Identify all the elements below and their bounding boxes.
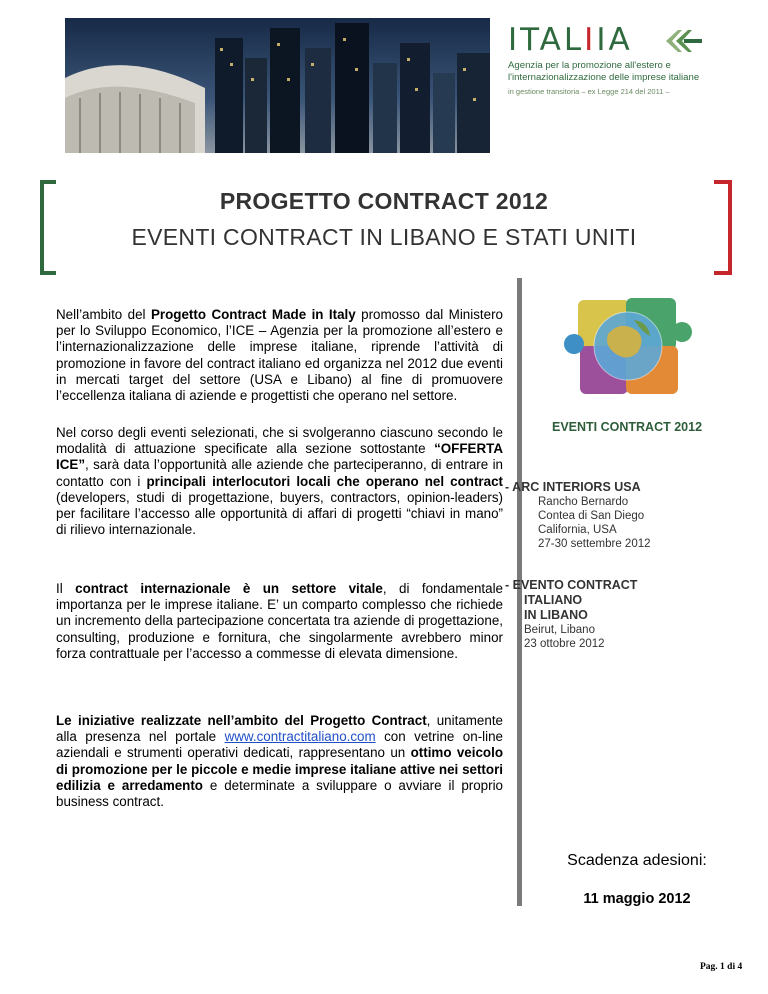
- deadline-date: 11 maggio 2012: [583, 891, 691, 907]
- paragraph-intro: Nell’ambito del Progetto Contract Made in Italy promosso dal Ministero per lo Sviluppo Economico, l’ICE – Agenzia per la promozione all’estero e l’internazionalizzazione delle imprese italiane, riprende l’attività di promozione in favore del contract italiano ed organizza nel 2012 due eventi in mercati target del settore (USA e Libano) al fine di promuovere l’eccellenza italiana di aziende e progettisti che operano nel settore.: [56, 307, 503, 404]
- event2-date: 23 ottobre 2012: [524, 638, 605, 650]
- page-subtitle: EVENTI CONTRACT IN LIBANO E STATI UNITI: [131, 224, 637, 250]
- header-city-photo: [65, 18, 490, 153]
- deadline-label: Scadenza adesioni:: [567, 852, 707, 869]
- page-number: Pag. 1 di 4: [700, 962, 743, 972]
- event1-detail: Contea di San Diego: [538, 510, 645, 522]
- event1-detail: Rancho Bernardo: [538, 496, 629, 508]
- logo-subtitle-line2: l'internazionalizzazione delle imprese italiane: [508, 72, 700, 83]
- events-heading: EVENTI CONTRACT 2012: [551, 420, 703, 434]
- event2-title: ITALIANO: [524, 593, 583, 607]
- page-title: PROGETTO CONTRACT 2012: [219, 188, 549, 214]
- paragraph-events: Nel corso degli eventi selezionati, che si svolgeranno ciascuno secondo le modalità di attuazione specificate alla sezione sottostante “OFFERTA ICE”, sarà data l’opportunità alle aziende che parteciperanno, di entrare in contatto con i principali interlocutori locali che operano nel contract (developers, studi di progettazione, buyers, contractors, opinion-leaders) per facilitare l’accesso alle opportunità di affari di progetti “chiavi in mano” di rilievo internazionale.: [56, 425, 504, 538]
- logo-arrow-icon: [664, 28, 704, 54]
- logo-wordmark: ITALIIA: [508, 22, 633, 58]
- logo-subtitle-line3: in gestione transitoria – ex Legge 214 del 2011 –: [508, 87, 670, 96]
- portal-link[interactable]: www.contractitaliano.com: [224, 729, 376, 745]
- puzzle-globe-image: [538, 290, 716, 402]
- logo-subtitle-line1: Agenzia per la promozione all'estero e: [508, 60, 671, 71]
- event1-date: 27-30 settembre 2012: [538, 538, 651, 550]
- paragraph-initiatives: Le iniziative realizzate nell’ambito del Progetto Contract, unitamente alla presenza nel portale www.contractitaliano.com con vetrine on-line aziendali e strumenti operativi dedicati, rappresentano un ottimo veicolo di promozione per le piccole e medie imprese italiane attive nei settori edilizia e arredamento e determinate a sviluppare o avviare il proprio business contract.: [56, 713, 504, 810]
- event1-detail: California, USA: [538, 524, 617, 536]
- event1-title: - ARC INTERIORS USA: [505, 480, 641, 494]
- event2-detail: Beirut, Libano: [524, 624, 595, 636]
- paragraph-contract-sector: Il contract internazionale è un settore vitale, di fondamentale importanza per le imprese italiane. E’ un comparto complesso che richiede un incremento della partecipazione concertata tra aziende di progettazione, consulting, produzione e fornitura, che singolarmente avrebbero minor forza contrattuale per l’accesso a commesse di elevata dimensione.: [56, 581, 503, 661]
- event2-title: - EVENTO CONTRACT: [505, 578, 638, 592]
- event2-title: IN LIBANO: [524, 608, 588, 622]
